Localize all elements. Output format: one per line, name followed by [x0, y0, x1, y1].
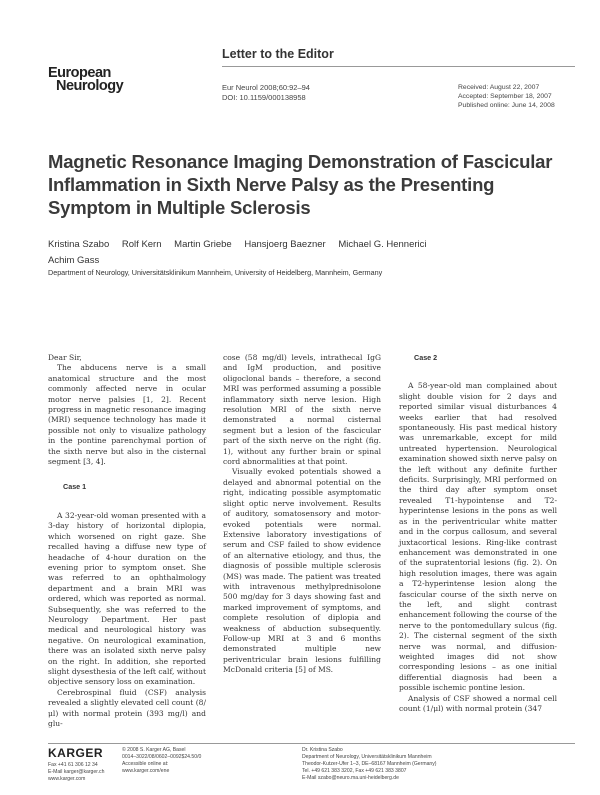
doi-link[interactable]: 10.1159/000138958	[239, 93, 306, 102]
section-label: Letter to the Editor	[222, 47, 334, 61]
received-date: Received: August 22, 2007	[458, 84, 540, 91]
accepted-date: Accepted: September 18, 2007	[458, 93, 552, 100]
case1-heading: Case 1	[63, 482, 87, 492]
copyright: © 2008 S. Karger AG, Basel	[122, 747, 186, 753]
contact-name: Dr. Kristina Szabo	[302, 747, 343, 753]
copyright-block	[122, 747, 302, 775]
contact-dept: Department of Neurology, Universitätsklinikum Mannheim	[302, 754, 432, 760]
paragraph: Analysis of CSF showed a normal cell count (1/μl) with normal protein (347	[399, 693, 557, 713]
journal-logo-line2: Neurology	[56, 78, 124, 94]
journal-logo	[48, 67, 123, 93]
doi-line	[222, 93, 310, 103]
author: Rolf Kern	[121, 239, 162, 250]
article-title: Magnetic Resonance Imaging Demonstration of Fascicular Inflammation in Sixth Nerve Palsy as the Presenting Symptom in Multiple Sclerosis	[48, 151, 553, 218]
journal-logo-line1: European	[48, 65, 111, 81]
contact-phone: Tel. +49 621 383 3202, Fax +49 621 383 3807	[302, 768, 407, 774]
publisher-email[interactable]: E-Mail karger@karger.ch	[48, 769, 105, 775]
journal-citation: Eur Neurol 2008;60:92–94	[222, 83, 310, 92]
author: Kristina Szabo	[48, 239, 110, 250]
publisher-logo: KARGER	[48, 746, 104, 760]
publisher-fax: Fax +41 61 306 12 34	[48, 762, 98, 768]
publisher-contact	[48, 762, 118, 783]
doi-prefix: DOI:	[222, 93, 240, 102]
contact-address: Theodor-Kutzer-Ufer 1–3, DE–68167 Mannheim (Germany)	[302, 761, 437, 767]
author: Martin Griebe	[174, 239, 232, 250]
author: Hansjoerg Baezner	[244, 239, 326, 250]
salutation: Dear Sir,	[48, 353, 82, 362]
issn: 0014–3022/08/0602–0092$24.50/0	[122, 754, 202, 760]
correspondence-block	[302, 747, 582, 782]
paragraph: cose (58 mg/dl) levels, intrathecal IgG and IgM production, and positive oligoclonal bands – therefore, a second MRI was performed assuming a possible inflammatory sixth nerve lesion. High resolution MRI of the sixth nerve demonstrated a normal cisternal segment but a lesion of the fascicular part of the sixth nerve on the right (fig. 1), without any further brain or spinal cord abnormalities at that point.	[223, 353, 381, 467]
author: Michael G. Hennerici	[338, 239, 427, 250]
header-divider	[222, 66, 575, 67]
footer-divider	[48, 743, 575, 744]
author: Achim Gass	[48, 255, 100, 266]
paragraph: A 32-year-old woman presented with a 3-day history of horizontal diplopia, which worsened on right gaze. She recalled having a diffuse new type of headache of 4-hour duration on the evening prior to symptom onset. She was referred to an ophthalmology department and a brain MRI was ordered, which was reported as normal. Subsequently, she was referred to the Neurology Department. Her past medical and neurological history was negative. On neurological examination, there was an isolated sixth nerve palsy on the right. In addition, she reported slight dysesthesia of the left calf, without objective sensory loss on examination.	[48, 510, 206, 687]
contact-email[interactable]: E-Mail szabo@neuro.ma.uni-heidelberg.de	[302, 775, 399, 781]
dates-block	[458, 83, 555, 110]
access-url[interactable]: www.karger.com/ene	[122, 768, 170, 774]
author-list	[48, 237, 548, 269]
paragraph: The abducens nerve is a small anatomical structure and the most commonly affected nerve in ocular motor nerve palsies [1, 2]. Recent progress in magnetic resonance imaging (MRI) sequence technology has made it possible not only to visualize pathology in the pontine parenchymal portion of the sixth nerve but also in the cisternal segment [3, 4].	[48, 363, 206, 467]
citation-block	[222, 83, 310, 103]
access-label: Accessible online at:	[122, 761, 169, 767]
case2-heading: Case 2	[414, 353, 438, 362]
paragraph: Visually evoked potentials showed a delayed and abnormal potential on the right, indicating possible asymptomatic slight optic nerve involvement. Results of auditory, somatosensory and motor-evoked potentials were normal. Extensive laboratory investigations of serum and CSF failed to show evidence of an alternative etiology, and thus, the diagnosis of possible multiple sclerosis (MS) was made. The patient was treated with intravenous methylprednisolone 500 mg/day for 3 days showing fast and marked improvement of symptoms, and complete resolution of diplopia and weakness of abduction subsequently. Follow-up MRI at 3 and 6 months demonstrated multiple new periventricular brain lesions fulfilling McDonald criteria [5] of MS.	[223, 467, 381, 675]
published-date: Published online: June 14, 2008	[458, 102, 555, 109]
paragraph: A 58-year-old man complained about slight double vision for 2 days and reported similar visual disturbances 4 weeks earlier that had resolved spontaneously. His past medical history was unremarkable, except for mild untreated hypertension. Neurological examination showed sixth nerve palsy on the left without any definite further deficits. Surprisingly, MRI performed on the third day after symptom onset revealed T1-hypointense and T2-hyperintense lesions in the pons as well as in the periventricular white matter and in the corpus callosum, and several juxtacortical lesions. Ring-like contrast enhancement was demonstrated in one of the supratentorial lesions (fig. 2). On high resolution images, there was again a T2-hyperintense lesion along the fascicular course of the sixth nerve on the left, and slight contrast enhancement following the course of the nerve to the pontomedullary sulcus (fig. 2). The cisternal segment of the sixth nerve was normal, and diffusion-weighted images did not show corresponding lesions – as one initial differential diagnosis had been a possible ischemic pontine lesion.	[399, 381, 557, 693]
body-column-3	[399, 353, 557, 714]
paragraph: Cerebrospinal fluid (CSF) analysis revealed a slightly elevated cell count (8/μl) with normal protein (393 mg/l) and glu-	[48, 687, 206, 728]
publisher-web[interactable]: www.karger.com	[48, 776, 86, 782]
body-column-1	[48, 353, 206, 729]
affiliation: Department of Neurology, Universitätsklinikum Mannheim, University of Heidelberg, Mannheim, Germany	[48, 268, 383, 277]
body-column-2	[223, 353, 381, 676]
